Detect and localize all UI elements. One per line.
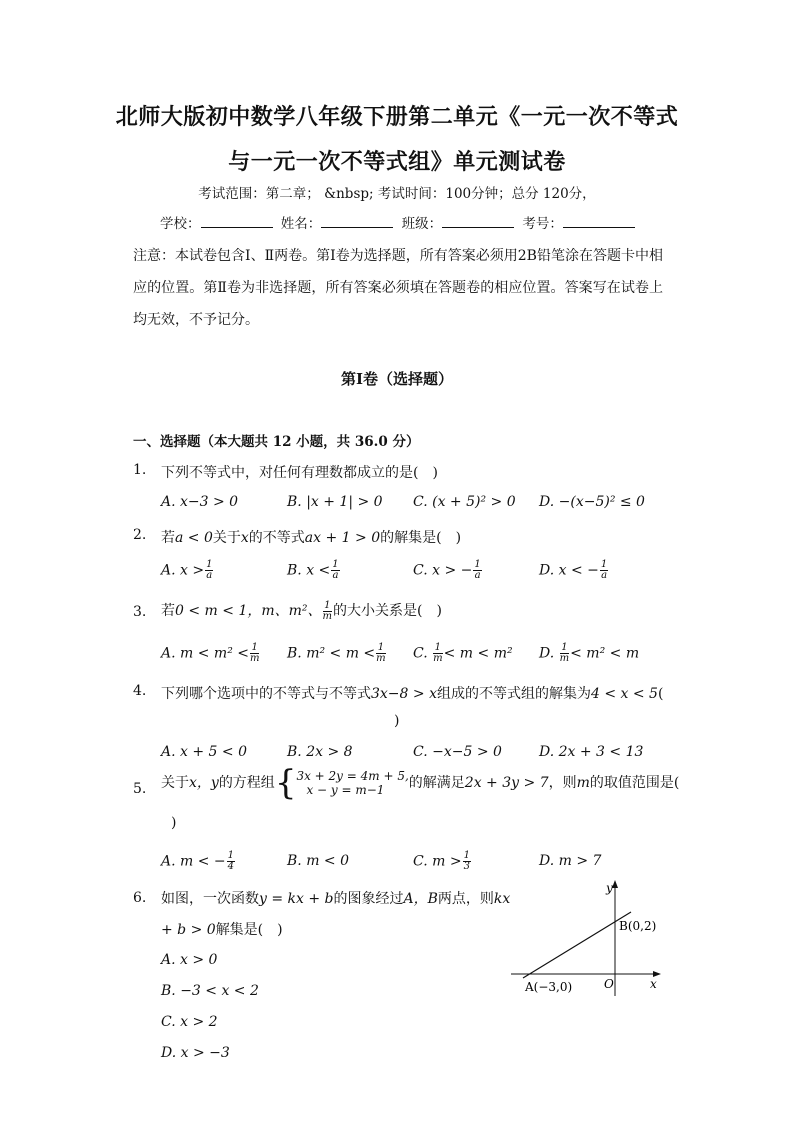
exam-title-line1: 北师大版初中数学八年级下册第二单元《一元一次不等式 bbox=[115, 104, 679, 130]
question-5-option-a[interactable]: A. m < − $\frac{1}{4}$ bbox=[161, 850, 235, 872]
question-5-option-b[interactable]: B. m < 0 bbox=[287, 853, 350, 869]
question-3-option-d[interactable]: D. $\frac{1}{m}$ < m² < m bbox=[539, 642, 640, 664]
y-axis-label: y bbox=[606, 881, 613, 895]
section-title: 第Ⅰ卷（选择题） bbox=[340, 370, 454, 388]
question-1-option-d[interactable]: D. −(x−5)² ≤ 0 bbox=[539, 494, 645, 510]
exam-notice: 注意：本试卷包含Ⅰ、Ⅱ两卷。第Ⅰ卷为选择题，所有答案必须用2B铅笔涂在答题卡中相应的位置。第Ⅱ卷为非选择题，所有答案必须填在答题卷的相应位置。答案写在试卷上均无效，不予记分。 bbox=[133, 248, 663, 328]
question-2-number: 2. bbox=[133, 527, 147, 543]
question-5-stem-close: ) bbox=[171, 815, 177, 831]
question-2-option-c[interactable]: C. x > − $\frac{1}{a}$ bbox=[413, 559, 481, 581]
question-2-stem: 若a < 0关于x的不等式ax + 1 > 0的解集是( ) bbox=[161, 530, 462, 546]
question-6-number: 6. bbox=[133, 890, 147, 906]
question-1-option-b[interactable]: B. |x + 1| > 0 bbox=[287, 494, 383, 510]
question-4-stem-close: ) bbox=[394, 713, 400, 729]
question-6-option-b[interactable]: B. −3 < x < 2 bbox=[161, 983, 259, 999]
question-3-option-b[interactable]: B. m² < m < $\frac{1}{m}$ bbox=[287, 642, 386, 664]
name-label: 姓名： bbox=[280, 216, 322, 232]
question-1-stem: 下列不等式中，对任何有理数都成立的是( ) bbox=[161, 465, 438, 481]
exam-title-line2: 与一元一次不等式组》单元测试卷 bbox=[228, 149, 566, 175]
question-3-number: 3. bbox=[133, 604, 147, 620]
point-b-label: B(0,2) bbox=[619, 919, 657, 933]
question-1-option-a[interactable]: A. x−3 > 0 bbox=[161, 494, 239, 510]
x-axis-label: x bbox=[650, 977, 657, 991]
question-1-option-c[interactable]: C. (x + 5)² > 0 bbox=[413, 494, 516, 510]
number-label: 考号： bbox=[522, 216, 563, 232]
school-label: 学校： bbox=[160, 216, 201, 232]
question-4-option-a[interactable]: A. x + 5 < 0 bbox=[161, 744, 247, 760]
y-axis-arrow-icon bbox=[612, 880, 618, 888]
question-6-option-a[interactable]: A. x > 0 bbox=[161, 952, 218, 968]
question-3-stem: 若0 < m < 1，m、m²、 $\frac{1}{m}$ 的大小关系是( ) bbox=[161, 599, 442, 622]
class-label: 班级： bbox=[401, 216, 443, 232]
question-5-option-d[interactable]: D. m > 7 bbox=[539, 853, 602, 869]
question-6-option-c[interactable]: C. x > 2 bbox=[161, 1014, 218, 1030]
question-6-option-d[interactable]: D. x > −3 bbox=[161, 1045, 230, 1061]
question-4-option-d[interactable]: D. 2x + 3 < 13 bbox=[539, 744, 644, 760]
question-4-option-b[interactable]: B. 2x > 8 bbox=[287, 744, 353, 760]
question-6-stem-line1: 如图，一次函数y = kx + b的图象经过A，B两点，则kx bbox=[161, 891, 511, 907]
class-blank[interactable] bbox=[442, 215, 514, 228]
question-4-number: 4. bbox=[133, 683, 147, 699]
number-blank[interactable] bbox=[563, 215, 635, 228]
point-a-label: A(−3,0) bbox=[525, 980, 573, 994]
question-3-option-c[interactable]: C. $\frac{1}{m}$ < m < m² bbox=[413, 642, 513, 664]
student-fields bbox=[160, 212, 639, 232]
question-5-option-c[interactable]: C. m > $\frac{1}{3}$ bbox=[413, 850, 470, 872]
question-2-option-b[interactable]: B. x < $\frac{1}{a}$ bbox=[287, 559, 339, 581]
part-title: 一、选择题（本大题共 12 小题，共 36.0 分） bbox=[133, 434, 420, 450]
school-blank[interactable] bbox=[201, 215, 273, 228]
origin-label: O bbox=[604, 977, 614, 991]
question-5-number: 5. bbox=[133, 781, 147, 797]
question-5-stem: 关于x，y的方程组{ 3x + 2y = 4m + 5, x − y = m−1 的解满足2x + 3y > 7，则m的取值范围是( bbox=[161, 763, 680, 803]
linear-function-graph bbox=[505, 876, 665, 1000]
question-1-number: 1. bbox=[133, 462, 147, 478]
question-2-option-d[interactable]: D. x < − $\frac{1}{a}$ bbox=[539, 559, 608, 581]
question-6-stem-line2: + b > 0解集是( ) bbox=[161, 922, 283, 938]
name-blank[interactable] bbox=[321, 215, 393, 228]
system-brace-icon: { bbox=[274, 763, 297, 803]
equation-system: 3x + 2y = 4m + 5, x − y = m−1 bbox=[296, 769, 409, 797]
question-4-option-c[interactable]: C. −x−5 > 0 bbox=[413, 744, 502, 760]
question-4-stem: 下列哪个选项中的不等式与不等式3x−8 > x组成的不等式组的解集为4 < x < 5( bbox=[161, 686, 664, 702]
question-3-option-a[interactable]: A. m < m² < $\frac{1}{m}$ bbox=[161, 642, 260, 664]
exam-info: 考试范围：第二章； &nbsp; 考试时间：100分钟；总分 120分， bbox=[198, 186, 596, 202]
question-2-option-a[interactable]: A. x > $\frac{1}{a}$ bbox=[161, 559, 213, 581]
